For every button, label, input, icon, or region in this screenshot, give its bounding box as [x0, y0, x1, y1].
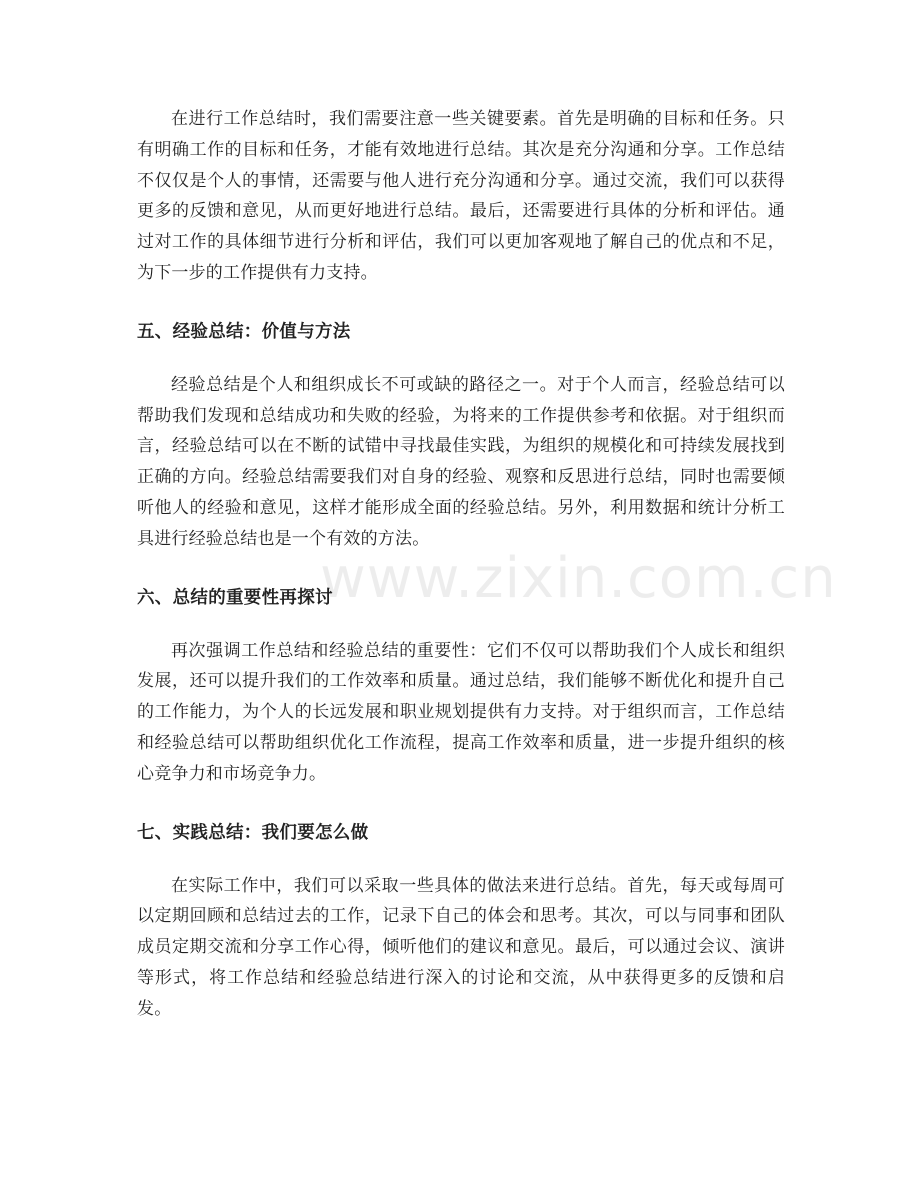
section-heading-7: 七、实践总结：我们要怎么做: [137, 822, 369, 843]
paragraph-section-7: 在实际工作中，我们可以采取一些具体的做法来进行总结。首先，每天或每周可以定期回顾和总结过去的工作，记录下自己的体会和思考。其次，可以与同事和团队成员定期交流和分享工作心得，倾听他们的建议和意见。最后，可以通过会议、演讲等形式，将工作总结和经验总结进行深入的讨论和交流，从中获得更多的反馈和启发。: [137, 875, 785, 1019]
section-heading-6: 六、总结的重要性再探讨: [137, 587, 333, 608]
paragraph-intro: 在进行工作总结时，我们需要注意一些关键要素。首先是明确的目标和任务。只有明确工作的目标和任务，才能有效地进行总结。其次是充分沟通和分享。工作总结不仅仅是个人的事情，还需要与他人进行充分沟通和分享。通过交流，我们可以获得更多的反馈和意见，从而更好地进行总结。最后，还需要进行具体的分析和评估。通过对工作的具体细节进行分析和评估，我们可以更加客观地了解自己的优点和不足，为下一步的工作提供有力支持。: [137, 109, 785, 283]
watermark-text: www.zixin.com.cn: [320, 546, 837, 611]
section-heading-5: 五、经验总结：价值与方法: [137, 321, 351, 342]
paragraph-section-5: 经验总结是个人和组织成长不可或缺的路径之一。对于个人而言，经验总结可以帮助我们发现和总结成功和失败的经验，为将来的工作提供参考和依据。对于组织而言，经验总结可以在不断的试错中寻找最佳实践，为组织的规模化和可持续发展找到正确的方向。经验总结需要我们对自身的经验、观察和反思进行总结，同时也需要倾听他人的经验和意见，这样才能形成全面的经验总结。另外，利用数据和统计分析工具进行经验总结也是一个有效的方法。: [137, 374, 785, 549]
paragraph-section-6: 再次强调工作总结和经验总结的重要性：它们不仅可以帮助我们个人成长和组织发展，还可以提升我们的工作效率和质量。通过总结，我们能够不断优化和提升自己的工作能力，为个人的长远发展和职业规划提供有力支持。对于组织而言，工作总结和经验总结可以帮助组织优化工作流程，提高工作效率和质量，进一步提升组织的核心竞争力和市场竞争力。: [137, 640, 785, 784]
